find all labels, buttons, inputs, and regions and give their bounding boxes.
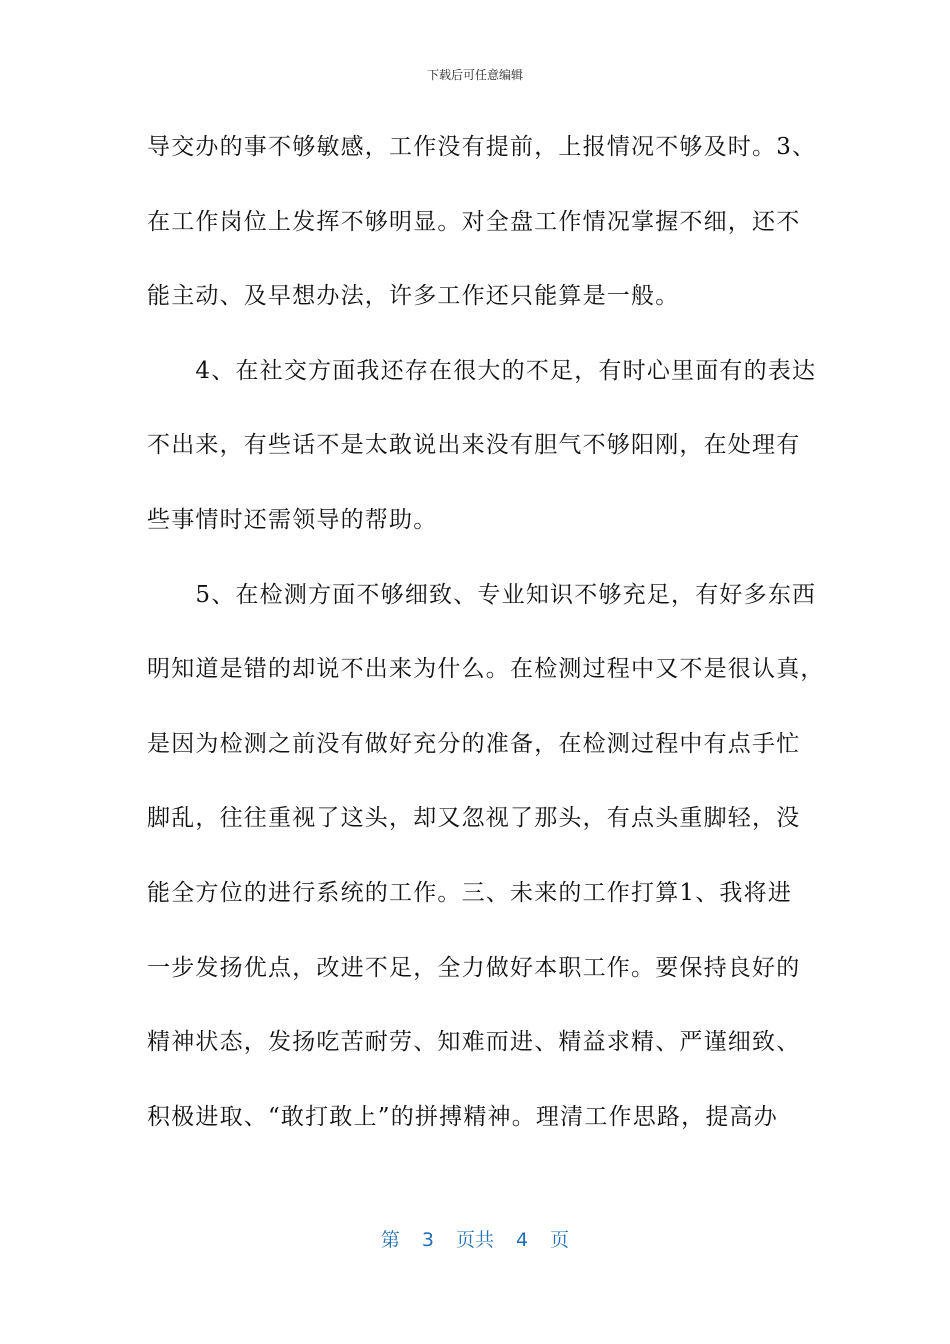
page-middle: 页共 xyxy=(455,1229,494,1251)
body-text xyxy=(147,122,825,1166)
text-line: 能全方位的进行系统的工作。三、未来的工作打算1、我将进 xyxy=(147,879,793,906)
text-line: 在工作岗位上发挥不够明显。对全盘工作情况掌握不细，还不 xyxy=(147,208,801,235)
text-line: 能主动、及早想办法，许多工作还只能算是一般。 xyxy=(147,283,680,310)
page-number-footer xyxy=(0,1225,950,1252)
header-note: 下载后可任意编辑 xyxy=(426,68,523,82)
page-prefix: 第 xyxy=(380,1229,400,1251)
text-line: 些事情时还需领导的帮助。 xyxy=(147,506,438,533)
text-line: 明知道是错的却说不出来为什么。在检测过程中又不是很认真， xyxy=(147,656,825,683)
current-page-number: 3 xyxy=(421,1229,434,1251)
text-line: 4、在社交方面我还存在很大的不足，有时心里面有的表达 xyxy=(147,357,817,384)
text-line: 积极进取、“敢打敢上”的拼搏精神。理清工作思路，提高办 xyxy=(147,1103,778,1130)
total-pages-number: 4 xyxy=(516,1229,529,1251)
text-line: 一步发扬优点，改进不足，全力做好本职工作。要保持良好的 xyxy=(147,954,801,981)
text-line: 精神状态，发扬吃苦耐劳、知难而进、精益求精、严谨细致、 xyxy=(147,1029,801,1056)
page-suffix: 页 xyxy=(550,1229,570,1251)
text-line: 是因为检测之前没有做好充分的准备，在检测过程中有点手忙 xyxy=(147,730,801,757)
text-line: 5、在检测方面不够细致、专业知识不够充足，有好多东西 xyxy=(147,581,817,608)
text-line: 导交办的事不够敏感，工作没有提前，上报情况不够及时。3、 xyxy=(147,134,817,160)
text-line: 脚乱，往往重视了这头，却又忽视了那头，有点头重脚轻，没 xyxy=(147,805,801,832)
text-line: 不出来，有些话不是太敢说出来没有胆气不够阳刚，在处理有 xyxy=(147,432,801,459)
